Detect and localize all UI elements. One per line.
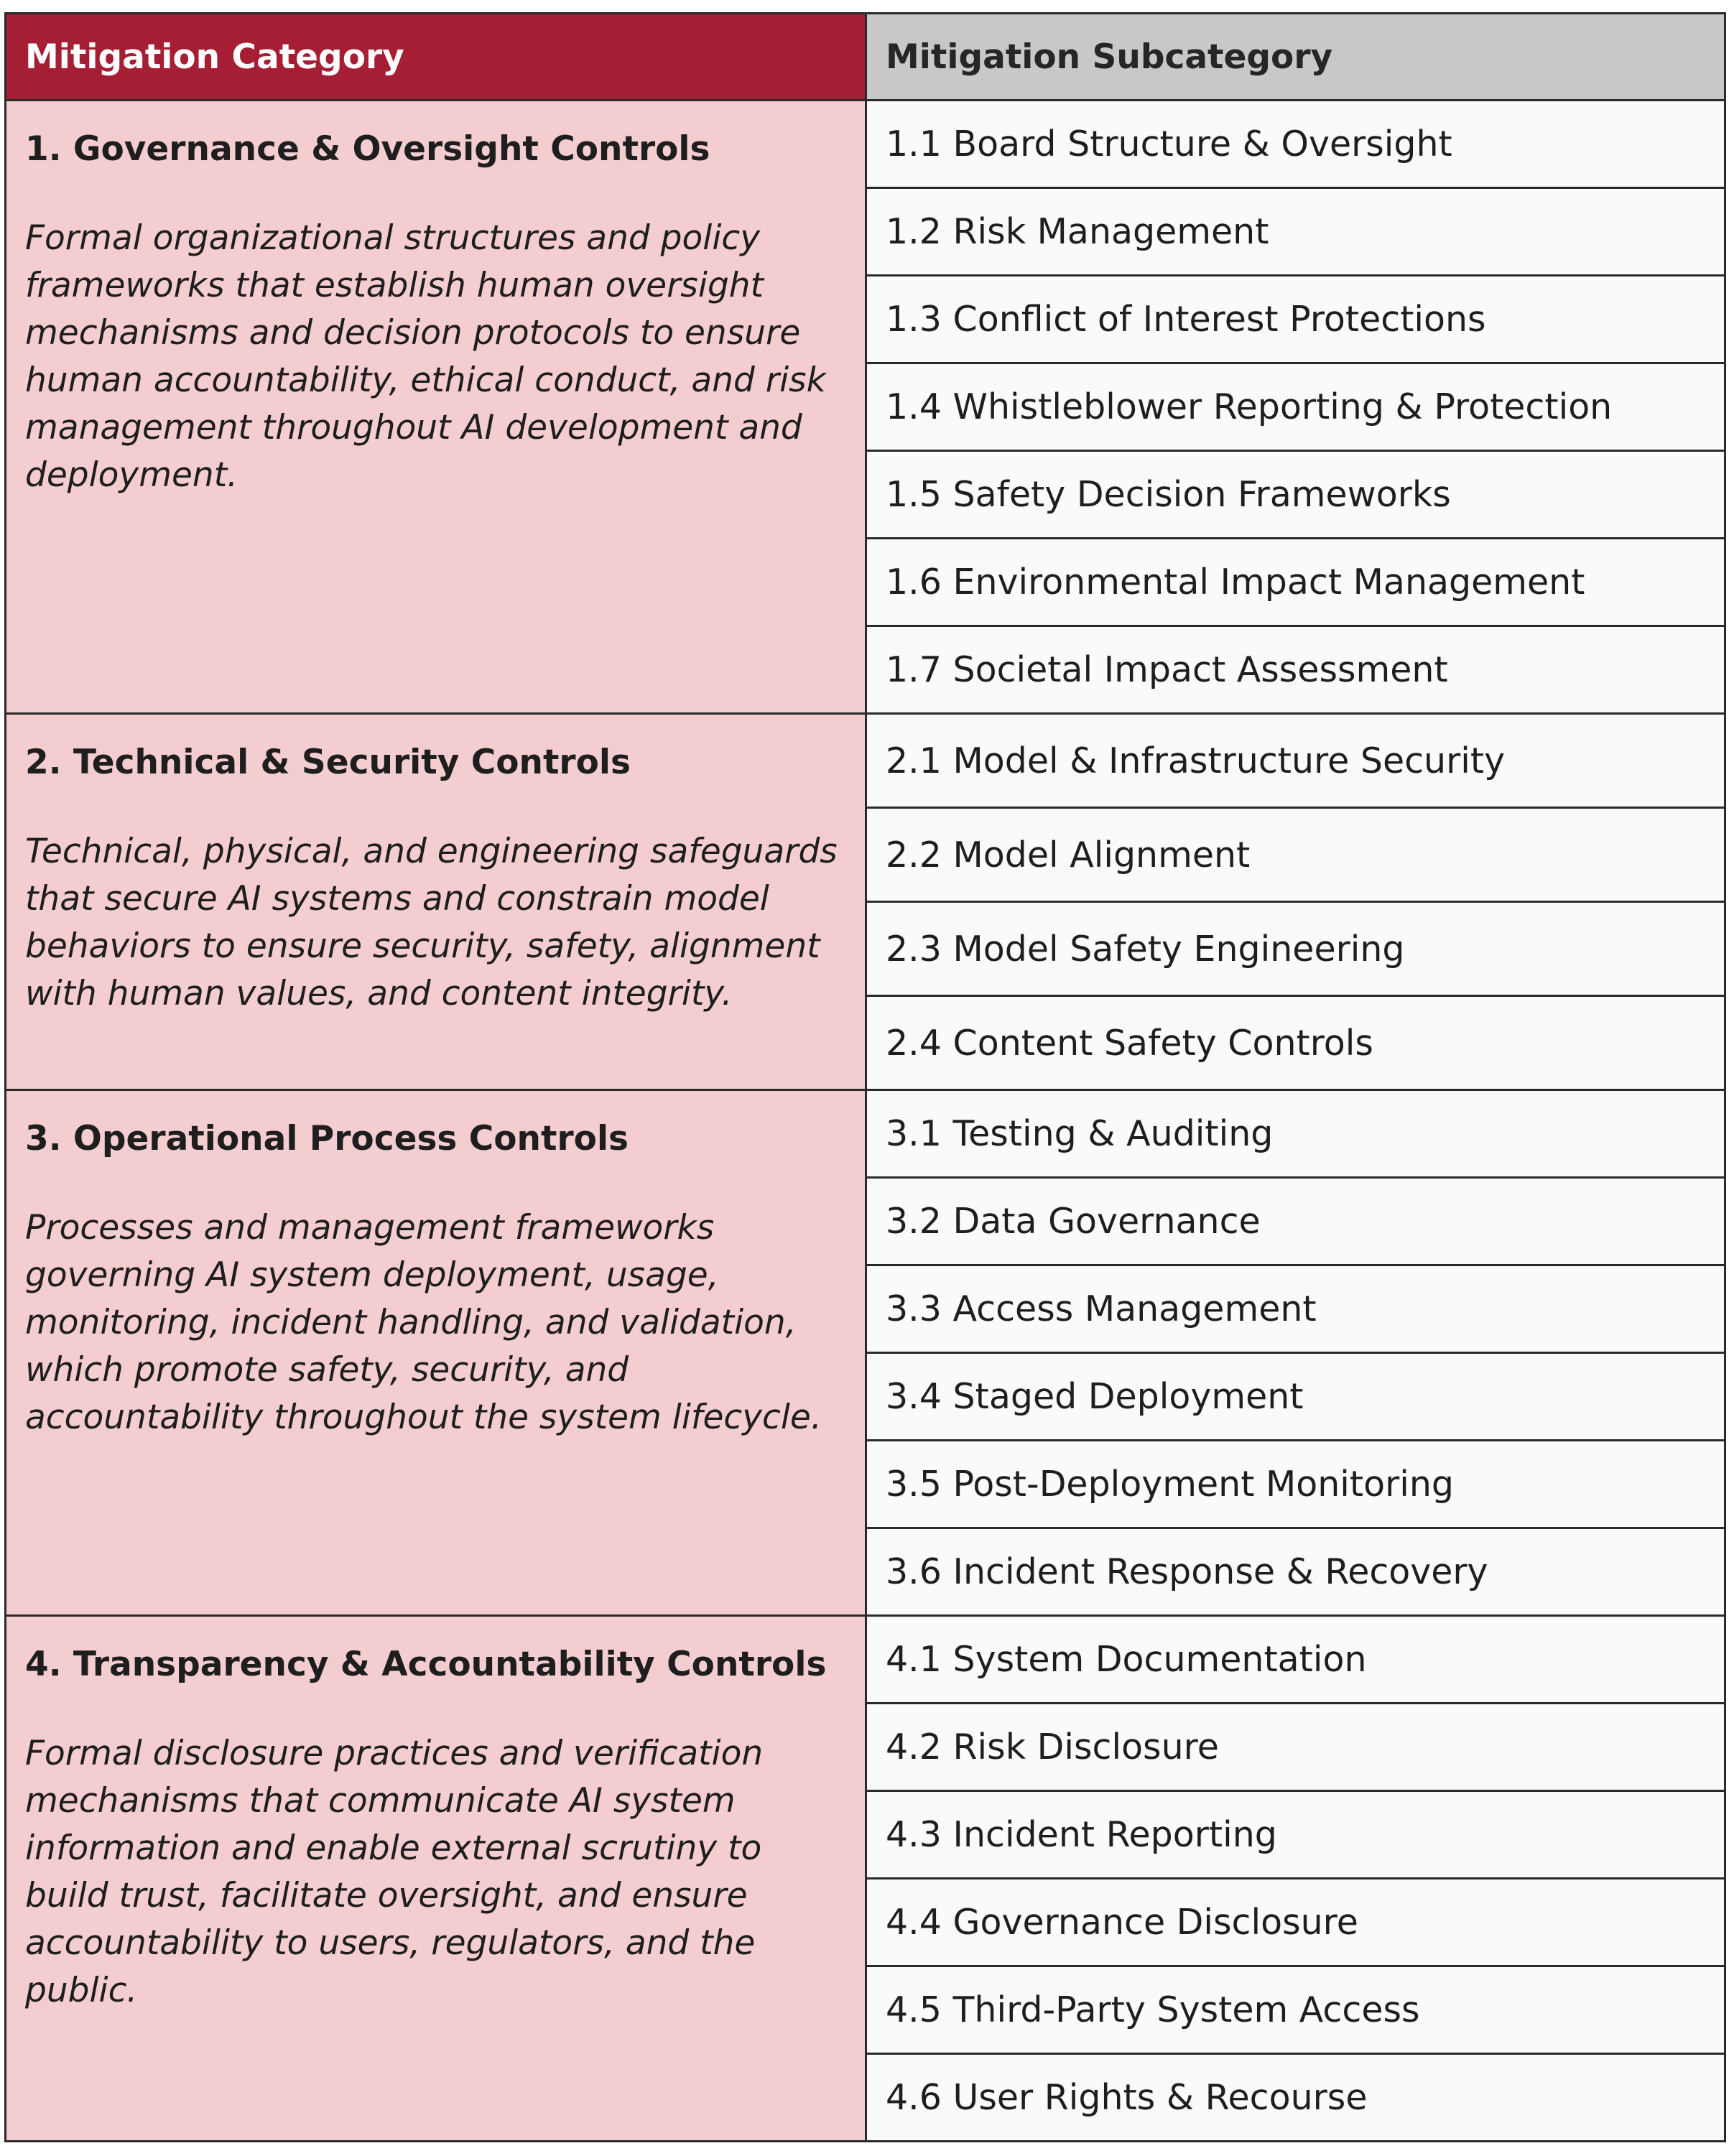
- subcategory-cell: 1.2 Risk Management: [866, 188, 1725, 276]
- subcategory-cell: 4.3 Incident Reporting: [866, 1791, 1725, 1879]
- category-cell-technical: [6, 714, 866, 1090]
- subcategory-cell: 3.4 Staged Deployment: [866, 1353, 1725, 1441]
- mitigation-table: [4, 12, 1726, 2142]
- subcategory-cell: 3.1 Testing & Auditing: [866, 1090, 1725, 1178]
- subcategory-cell: 1.4 Whistleblower Reporting & Protection: [866, 363, 1725, 451]
- subcategory-cell: 3.6 Incident Response & Recovery: [866, 1528, 1725, 1616]
- table-row: [6, 1616, 1725, 1704]
- subcategory-cell: 1.1 Board Structure & Oversight: [866, 101, 1725, 188]
- category-cell-transparency: [6, 1616, 866, 2142]
- subcategory-cell: 2.3 Model Safety Engineering: [866, 902, 1725, 996]
- table-row: [6, 1090, 1725, 1178]
- category-title: 1. Governance & Oversight Controls: [25, 129, 710, 169]
- category-description: Formal disclosure practices and verification mechanisms that communicate AI system information and enable external scrutiny to build trust, facilitate oversight, and ensure accountability to users, regulators, and the public.: [25, 1734, 764, 2010]
- subcategory-cell: 1.6 Environmental Impact Management: [866, 539, 1725, 626]
- mitigation-table-frame: [4, 12, 1724, 2142]
- subcategory-cell: 4.1 System Documentation: [866, 1616, 1725, 1704]
- category-cell-operational: [6, 1090, 866, 1616]
- subcategory-cell: 1.3 Conflict of Interest Protections: [866, 276, 1725, 363]
- subcategory-cell: 2.4 Content Safety Controls: [866, 996, 1725, 1090]
- category-title: 3. Operational Process Controls: [25, 1119, 629, 1158]
- category-description: Processes and management frameworks governing AI system deployment, usage, monitoring, incident handling, and validation, which promote safety, security, and accountability throughout the system lifecycle.: [25, 1208, 822, 1437]
- header-subcategory: Mitigation Subcategory: [866, 14, 1725, 101]
- table-row: [6, 714, 1725, 808]
- subcategory-cell: 3.3 Access Management: [866, 1265, 1725, 1353]
- table-row: [6, 101, 1725, 188]
- subcategory-cell: 1.7 Societal Impact Assessment: [866, 626, 1725, 714]
- header-row: [6, 14, 1725, 101]
- category-title: 2. Technical & Security Controls: [25, 743, 631, 782]
- category-title: 4. Transparency & Accountability Controls: [25, 1645, 827, 1684]
- subcategory-cell: 4.4 Governance Disclosure: [866, 1879, 1725, 1966]
- header-category: Mitigation Category: [6, 14, 866, 101]
- subcategory-cell: 4.6 User Rights & Recourse: [866, 2054, 1725, 2142]
- subcategory-cell: 4.2 Risk Disclosure: [866, 1704, 1725, 1791]
- category-description: Technical, physical, and engineering safeguards that secure AI systems and constrain model behaviors to ensure security, safety, alignment with human values, and content integrity.: [25, 832, 838, 1013]
- category-cell-governance: [6, 101, 866, 714]
- subcategory-cell: 1.5 Safety Decision Frameworks: [866, 451, 1725, 539]
- category-description: Formal organizational structures and policy frameworks that establish human oversight mechanisms and decision protocols to ensure human accountability, ethical conduct, and risk management throughout AI development and deployment.: [25, 218, 826, 495]
- subcategory-cell: 2.2 Model Alignment: [866, 808, 1725, 902]
- subcategory-cell: 3.2 Data Governance: [866, 1178, 1725, 1265]
- subcategory-cell: 4.5 Third-Party System Access: [866, 1966, 1725, 2054]
- subcategory-cell: 2.1 Model & Infrastructure Security: [866, 714, 1725, 808]
- subcategory-cell: 3.5 Post-Deployment Monitoring: [866, 1441, 1725, 1528]
